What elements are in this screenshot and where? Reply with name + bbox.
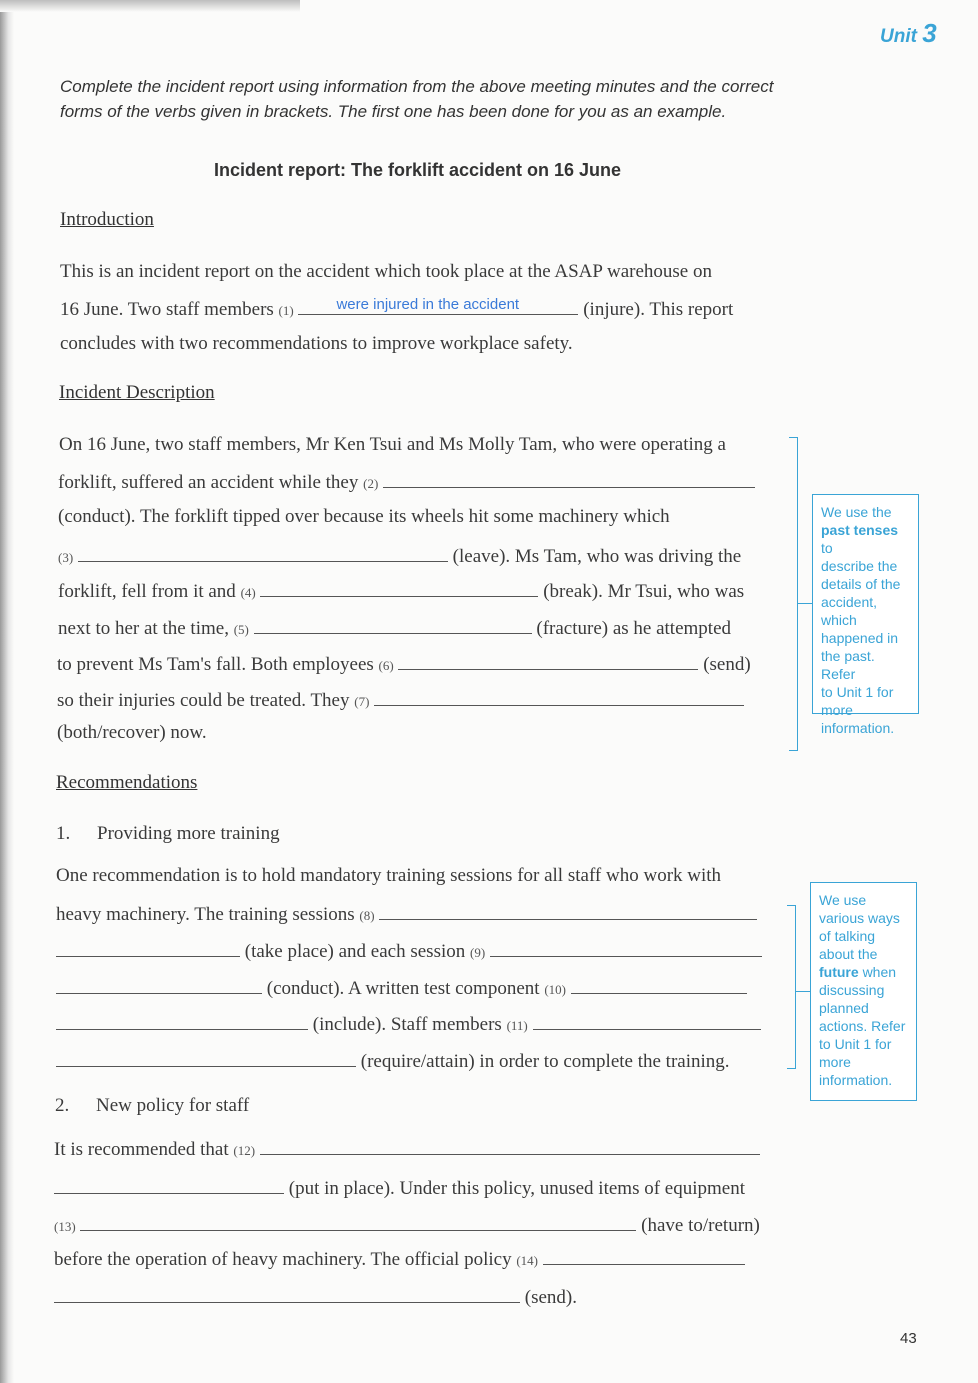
recommendation-line-2 — [56, 901, 757, 926]
answer-blank-13[interactable] — [80, 1212, 636, 1231]
recommendations-heading: Recommendations — [56, 772, 198, 793]
note-text: to — [821, 540, 833, 556]
note-text: We use — [819, 892, 867, 908]
recommendation-line-1: One recommendation is to hold mandatory training sessions for all staff who work with — [56, 865, 722, 886]
policy-line-3 — [54, 1212, 760, 1237]
note-text: information. — [819, 1072, 893, 1088]
answer-blank-1[interactable] — [298, 296, 578, 315]
recommendation-line-5 — [56, 1011, 761, 1036]
answer-blank-7[interactable] — [374, 687, 744, 706]
question-number-7: (7) — [354, 694, 370, 709]
description-line-5 — [58, 578, 744, 603]
question-number-10: (10) — [544, 982, 566, 997]
question-number-11: (11) — [506, 1018, 528, 1033]
intro-text: 16 June. Two staff members — [60, 299, 274, 320]
recommendation-text: (take place) and each session — [244, 941, 466, 962]
description-line-4 — [58, 543, 741, 568]
note-text: details of the — [821, 576, 901, 592]
answer-blank-9[interactable] — [490, 938, 762, 957]
note-bold-text: past tenses — [821, 522, 899, 538]
answer-blank-12b[interactable] — [54, 1175, 284, 1194]
intro-line-2 — [60, 296, 733, 321]
intro-line-1: This is an incident report on the accident which took place at the ASAP warehouse on — [60, 261, 712, 282]
policy-text: It is recommended that — [54, 1139, 229, 1160]
policy-line-4 — [54, 1246, 745, 1271]
answer-blank-3[interactable] — [78, 543, 448, 562]
note-bracket-1 — [789, 437, 798, 751]
description-text: forklift, suffered an accident while they — [58, 472, 359, 493]
description-line-6 — [58, 615, 731, 640]
answer-blank-2[interactable] — [383, 469, 755, 488]
policy-text: (put in place). Under this policy, unused items of equipment — [288, 1178, 746, 1199]
recommendation-line-3 — [56, 938, 762, 963]
note-text: accident, — [821, 594, 878, 610]
description-line-1: On 16 June, two staff members, Mr Ken Tsui and Ms Molly Tam, who were operating a — [59, 434, 726, 455]
answer-blank-10b[interactable] — [56, 1011, 308, 1030]
answer-blank-14[interactable] — [543, 1246, 745, 1265]
page-number: 43 — [900, 1330, 917, 1347]
description-text: next to her at the time, — [58, 618, 229, 639]
note-text: happened in — [821, 630, 899, 646]
item-title: New policy for staff — [96, 1095, 250, 1116]
question-number-6: (6) — [378, 658, 394, 673]
page-binding-shadow — [0, 0, 14, 1383]
recommendation-text: (conduct). A written test component — [266, 978, 540, 999]
answer-blank-9b[interactable] — [56, 975, 262, 994]
description-line-8 — [57, 687, 744, 712]
question-number-1: (1) — [278, 303, 294, 318]
description-line-9: (both/recover) now. — [57, 722, 207, 743]
note-text: discussing — [819, 982, 885, 998]
note-text: actions. Refer — [819, 1018, 906, 1034]
note-bracket-tick-2 — [795, 991, 811, 992]
description-line-7 — [57, 651, 751, 676]
note-text: various ways — [819, 910, 900, 926]
description-line-2 — [58, 469, 755, 494]
description-line-3: (conduct). The forklift tipped over because its wheels hit some machinery which — [58, 506, 670, 527]
policy-text: before the operation of heavy machinery. The official policy — [54, 1249, 512, 1270]
description-text: forklift, fell from it and — [58, 581, 236, 602]
grammar-note-future — [810, 882, 917, 1101]
note-text: information. — [821, 720, 895, 736]
unit-label — [880, 18, 937, 49]
instruction-line-2: forms of the verbs given in brackets. The first one has been done for you as an example. — [60, 102, 727, 121]
description-text: to prevent Ms Tam's fall. Both employees — [57, 654, 374, 675]
item-number: 1. — [56, 823, 71, 844]
note-bracket-tick-1 — [797, 603, 813, 604]
intro-line-3: concludes with two recommendations to improve workplace safety. — [60, 333, 573, 354]
report-title: Incident report: The forklift accident on 16 June — [214, 160, 622, 180]
question-number-13: (13) — [54, 1219, 76, 1234]
incident-description-heading: Incident Description — [59, 382, 215, 403]
description-text: so their injuries could be treated. They — [57, 690, 350, 711]
question-number-14: (14) — [516, 1253, 538, 1268]
note-text: to Unit 1 for — [821, 684, 894, 700]
policy-text: (send). — [524, 1287, 577, 1308]
description-text: (break). Mr Tsui, who was — [543, 581, 745, 602]
example-answer: were injured in the accident — [336, 296, 520, 313]
description-text: (leave). Ms Tam, who was driving the — [452, 546, 742, 567]
question-number-9: (9) — [470, 945, 486, 960]
note-text: of talking — [819, 928, 876, 944]
answer-blank-14b[interactable] — [54, 1284, 520, 1303]
policy-line-5 — [54, 1284, 577, 1309]
note-text: which — [821, 612, 857, 628]
recommendation-item-2 — [55, 1095, 249, 1117]
policy-line-2 — [54, 1175, 745, 1200]
note-text: the past. Refer — [821, 648, 875, 682]
answer-blank-11[interactable] — [533, 1011, 761, 1030]
note-text: more — [821, 702, 853, 718]
answer-blank-12[interactable] — [260, 1136, 760, 1155]
note-bold-text: future — [819, 964, 859, 980]
question-number-8: (8) — [359, 908, 375, 923]
introduction-heading: Introduction — [60, 209, 154, 230]
answer-blank-11b[interactable] — [56, 1048, 356, 1067]
unit-text: Unit — [880, 26, 917, 47]
question-number-3: (3) — [58, 550, 74, 565]
answer-blank-5[interactable] — [254, 615, 532, 634]
note-text: describe the — [821, 558, 898, 574]
question-number-4: (4) — [240, 585, 256, 600]
policy-text: (have to/return) — [641, 1215, 760, 1236]
unit-number: 3 — [922, 18, 937, 48]
intro-text: (injure). This report — [583, 299, 734, 320]
page-top-shadow — [0, 0, 300, 12]
answer-blank-8[interactable] — [379, 901, 757, 920]
answer-blank-6[interactable] — [398, 651, 698, 670]
answer-blank-4[interactable] — [260, 578, 538, 597]
answer-blank-10[interactable] — [571, 975, 747, 994]
recommendation-item-1 — [56, 823, 280, 845]
note-text: about the — [819, 946, 878, 962]
note-bracket-2 — [787, 905, 796, 1069]
recommendation-text: heavy machinery. The training sessions — [56, 904, 355, 925]
note-text: when — [862, 964, 897, 980]
note-text: to Unit 1 for — [819, 1036, 892, 1052]
description-text: (send) — [703, 654, 751, 675]
item-number: 2. — [55, 1095, 70, 1116]
policy-line-1 — [54, 1136, 760, 1161]
recommendation-line-4 — [56, 975, 747, 1000]
recommendation-text: (include). Staff members — [312, 1014, 502, 1035]
question-number-5: (5) — [233, 622, 249, 637]
note-text: planned — [819, 1000, 869, 1016]
note-text: We use the — [821, 504, 892, 520]
note-text: more — [819, 1054, 851, 1070]
grammar-note-past-tenses — [812, 494, 919, 736]
recommendation-line-6 — [56, 1048, 730, 1073]
item-title: Providing more training — [97, 823, 280, 844]
answer-blank-8b[interactable] — [56, 938, 240, 957]
question-number-12: (12) — [233, 1143, 256, 1158]
description-text: (fracture) as he attempted — [536, 618, 732, 639]
instruction-line-1: Complete the incident report using information from the above meeting minutes and the correct — [60, 77, 774, 96]
question-number-2: (2) — [363, 476, 379, 491]
recommendation-text: (require/attain) in order to complete the training. — [360, 1051, 730, 1072]
